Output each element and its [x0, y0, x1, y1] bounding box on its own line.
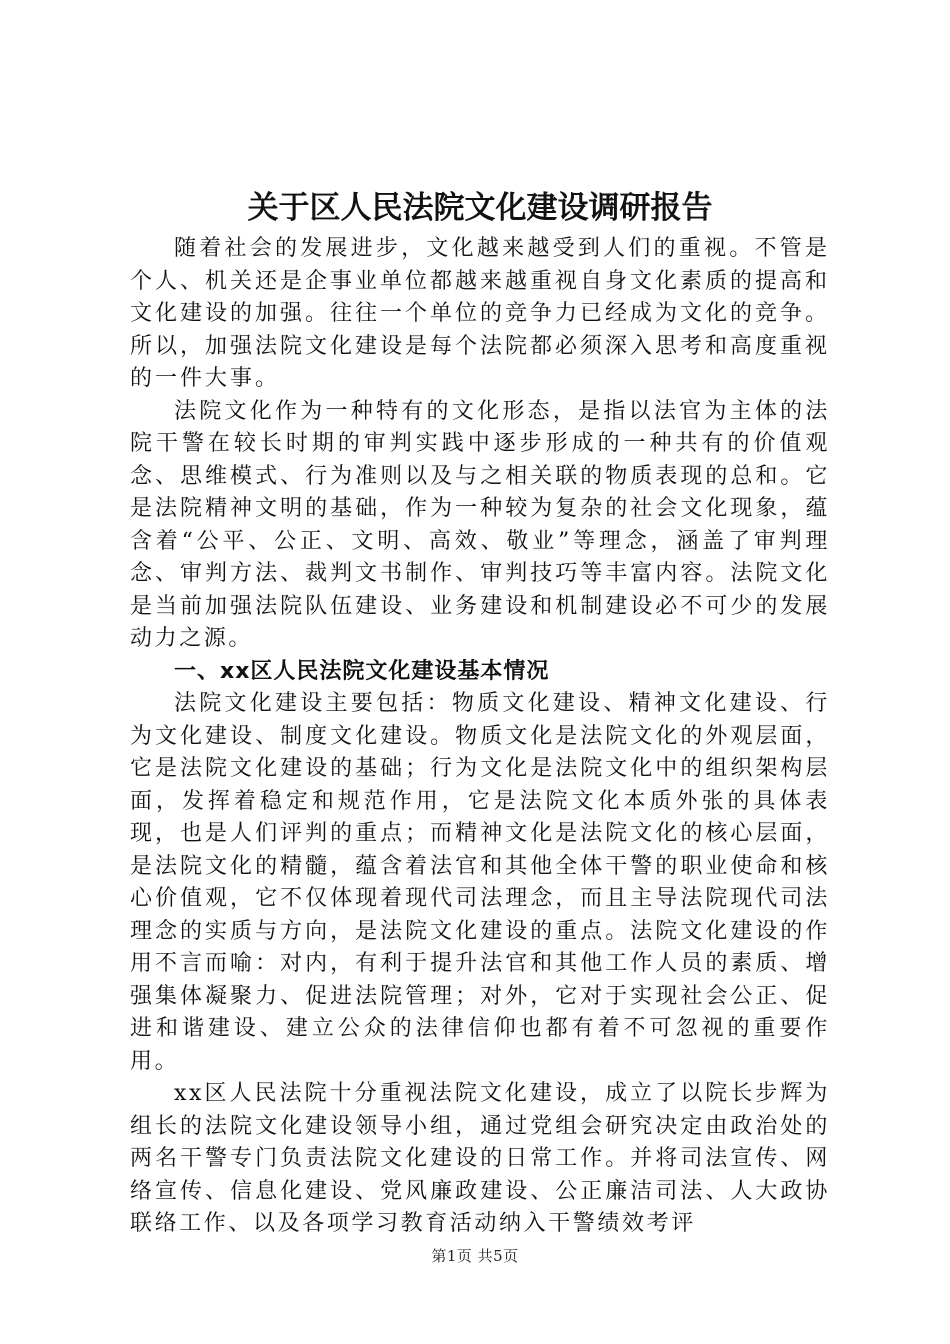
section-paragraph-1: 法院文化建设主要包括：物质文化建设、精神文化建设、行为文化建设、制度文化建设。物质文化是法院文化的外观层面，它是法院文化建设的基础；行为文化是法院文化中的组织架构层面，发挥着稳定和规范作用，它是法院文化本质外张的具体表现，也是人们评判的重点；而精神文化是法院文化的核心层面，是法院文化的精髓，蕴含着法官和其他全体干警的职业使命和核心价值观，它不仅体现着现代司法理念，而且主导法院现代司法理念的实质与方向，是法院文化建设的重点。法院文化建设的作用不言而喻：对内，有利于提升法官和其他工作人员的素质、增强集体凝聚力、促进法院管理；对外，它对于实现社会公正、促进和谐建设、建立公众的法律信仰也都有着不可忽视的重要作用。	[130, 691, 830, 1074]
document-title: 关于区人民法院文化建设调研报告	[247, 190, 713, 226]
intro-paragraph-2: 法院文化作为一种特有的文化形态，是指以法官为主体的法院干警在较长时期的审判实践中逐步形成的一种共有的价值观念、思维模式、行为准则以及与之相关联的物质表现的总和。它是法院精神文明的基础，作为一种较为复杂的社会文化现象，蕴含着“公平、公正、文明、高效、敬业”等理念，涵盖了审判理念、审判方法、裁判文书制作、审判技巧等丰富内容。法院文化是当前加强法院队伍建设、业务建设和机制建设必不可少的发展动力之源。	[130, 398, 830, 651]
intro-paragraph-1: 随着社会的发展进步，文化越来越受到人们的重视。不管是个人、机关还是企事业单位都越来越重视自身文化素质的提高和文化建设的加强。往往一个单位的竞争力已经成为文化的竞争。所以，加强法院文化建设是每个法院都必须深入思考和高度重视的一件大事。	[130, 236, 831, 391]
page-indicator: 第1页 共5页	[431, 1247, 519, 1265]
section-paragraph-2: xx区人民法院十分重视法院文化建设，成立了以院长步辉为组长的法院文化建设领导小组，通过党组会研究决定由政治处的两名干警专门负责法院文化建设的日常工作。并将司法宣传、网络宣传、信息化建设、党风廉政建设、公正廉洁司法、人大政协联络工作、以及各项学习教育活动纳入干警绩效考评	[130, 1081, 830, 1236]
section-heading: 一、xx区人民法院文化建设基本情况	[174, 658, 550, 684]
document-body	[130, 233, 830, 1241]
